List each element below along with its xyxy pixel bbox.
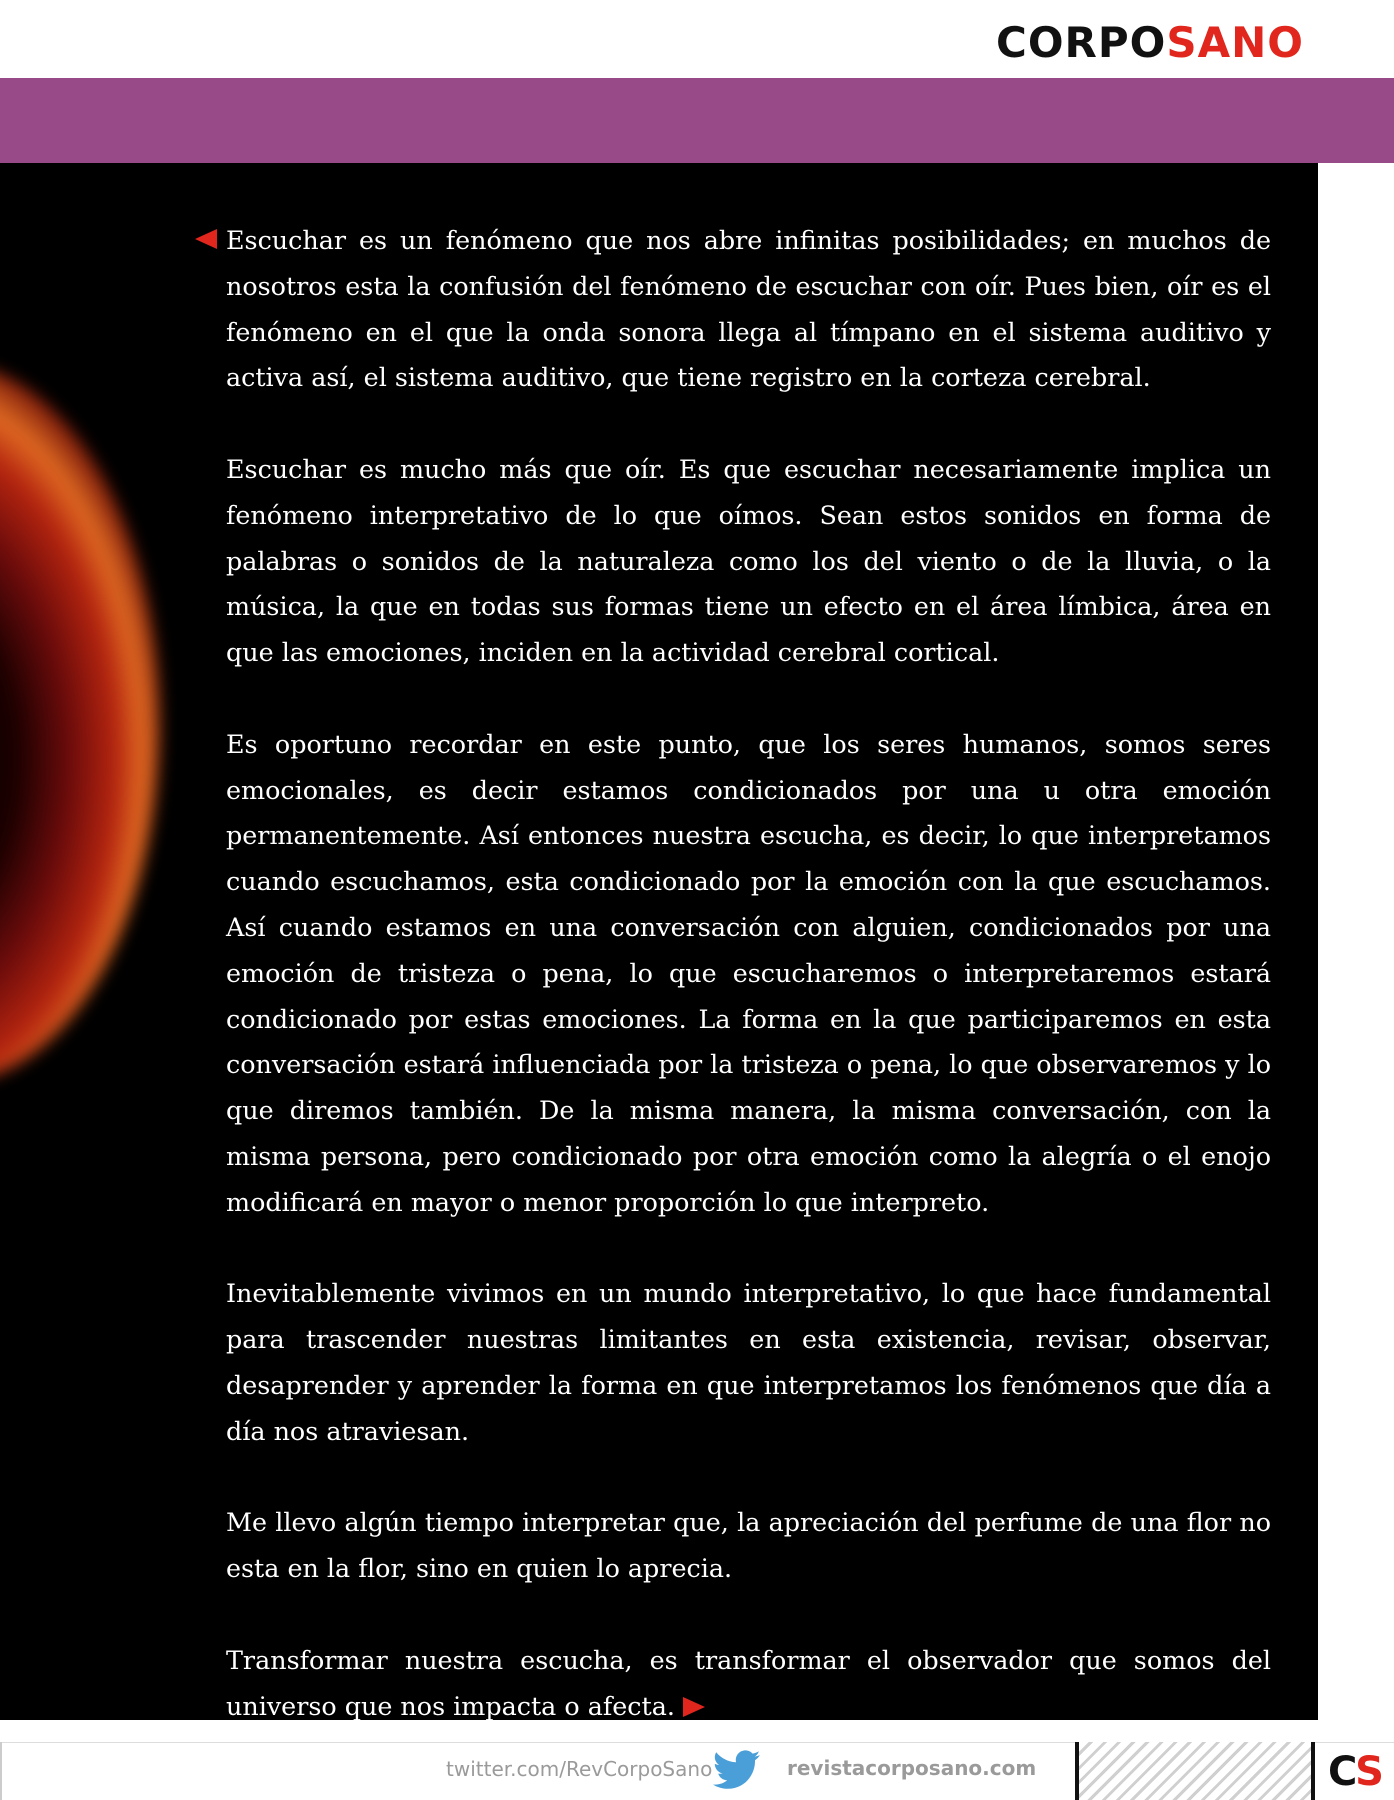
footer-divider: [0, 1742, 2, 1800]
logo-corpo-text: CORPO: [996, 18, 1167, 67]
twitter-handle-link[interactable]: twitter.com/RevCorpoSano: [446, 1757, 713, 1781]
triangle-right-icon: [683, 1697, 705, 1717]
twitter-bird-icon[interactable]: [713, 1750, 761, 1792]
cs-badge-logo: [1328, 1749, 1381, 1795]
badge-s-letter: S: [1355, 1749, 1381, 1795]
logo-sano-text: SANO: [1166, 18, 1304, 67]
triangle-left-icon: [195, 229, 217, 249]
article-paragraph-2: Escuchar es mucho más que oír. Es que escuchar necesariamente implica un fenómeno interpretativo de lo que oímos. Sean estos sonidos en forma de palabras o sonidos de la naturaleza como los del viento o de la lluvia, o la música, la que en todas sus formas tiene un efecto en el área límbica, área en que las emociones, inciden en la actividad cerebral cortical.: [226, 453, 1271, 668]
corposano-logo: [996, 18, 1304, 68]
article-paragraph-6-wrap: [226, 1638, 1271, 1730]
page-header: [0, 0, 1394, 78]
article-body: [226, 218, 1271, 1775]
ear-illustration: [0, 363, 160, 1083]
purple-banner: [0, 78, 1394, 163]
hatched-decoration: [1075, 1742, 1315, 1800]
article-paragraph-1: Escuchar es un fenómeno que nos abre infinitas posibilidades; en muchos de nosotros esta la confusión del fenómeno de escuchar con oír. Pues bien, oír es el fenómeno en el que la onda sonora llega al tímpano en el sistema auditivo y activa así, el sistema auditivo, que tiene registro en la corteza cerebral.: [226, 225, 1271, 393]
article-paragraph-3: Es oportuno recordar en este punto, que los seres humanos, somos seres emocionales, es decir estamos condicionados por una u otra emoción permanentemente. Así entonces nuestra escucha, es decir, lo que interpretamos cuando escuchamos, esta condicionado por la emoción con la que escuchamos. Así cuando estamos en una conversación con alguien, condicionados por una emoción de tristeza o pena, lo que escucharemos o interpretaremos estará condicionado por estas emociones. La forma en la que participaremos en esta conversación estará influenciada por la tristeza o pena, lo que observaremos y lo que diremos también. De la misma manera, la misma conversación, con la misma persona, pero condicionado por otra emoción como la alegría o el enojo modificará en mayor o menor proporción lo que interpreto.: [226, 728, 1271, 1217]
article-paragraph-4: Inevitablemente vivimos en un mundo interpretativo, lo que hace fundamental para trascender nuestras limitantes en esta existencia, revisar, observar, desaprender y aprender la forma en que interpretamos los fenómenos que día a día nos atraviesan.: [226, 1278, 1271, 1446]
article-paragraph-5: Me llevo algún tiempo interpretar que, la apreciación del perfume de una flor no esta en la flor, sino en quien lo aprecia.: [226, 1507, 1271, 1584]
website-link[interactable]: revistacorposano.com: [787, 1756, 1037, 1780]
badge-c-letter: C: [1328, 1749, 1356, 1795]
article-paragraph-6: Transformar nuestra escucha, es transformar el observador que somos del universo que nos impacta o afecta.: [226, 1644, 1271, 1721]
